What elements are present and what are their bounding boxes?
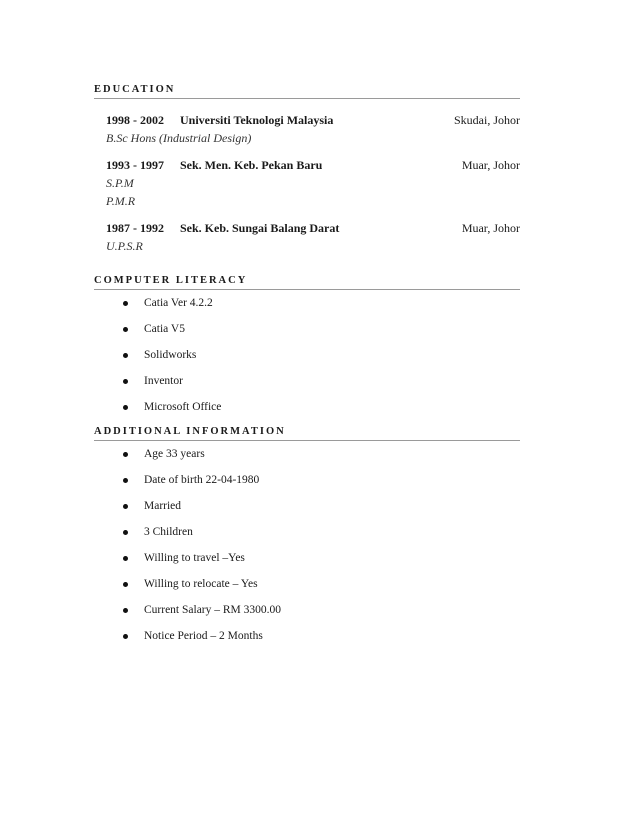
- bullet-icon: [123, 452, 128, 457]
- list-item: Solidworks: [123, 348, 520, 362]
- bullet-icon: [123, 608, 128, 613]
- education-school: Sek. Men. Keb. Pekan Baru: [180, 158, 323, 172]
- bullet-icon: [123, 353, 128, 358]
- education-detail: U.P.S.R: [106, 239, 143, 253]
- list-item: Notice Period – 2 Months: [123, 629, 520, 643]
- additional-information-section: [94, 426, 520, 643]
- education-detail: P.M.R: [106, 194, 136, 208]
- education-detail: B.Sc Hons (Industrial Design): [106, 131, 252, 145]
- education-years: 1987 - 1992: [106, 221, 164, 235]
- education-location: Muar, Johor: [461, 158, 520, 172]
- list-item: 3 Children: [123, 525, 520, 539]
- education-school: Universiti Teknologi Malaysia: [180, 113, 334, 127]
- bullet-icon: [123, 530, 128, 535]
- education-heading: EDUCATION: [94, 84, 520, 99]
- education-entry: [94, 111, 520, 147]
- list-item: Age 33 years: [123, 447, 520, 461]
- bullet-icon: [123, 405, 128, 410]
- list-item: Date of birth 22-04-1980: [123, 473, 520, 487]
- education-location: Skudai, Johor: [454, 113, 520, 127]
- list-item: Microsoft Office: [123, 400, 520, 414]
- list-item: Willing to relocate – Yes: [123, 577, 520, 591]
- list-item: Catia V5: [123, 322, 520, 336]
- education-years: 1998 - 2002: [106, 113, 164, 127]
- education-entry: [94, 219, 520, 255]
- computer-literacy-list: [94, 296, 520, 414]
- bullet-icon: [123, 504, 128, 509]
- education-entry: [94, 156, 520, 210]
- bullet-icon: [123, 582, 128, 587]
- resume-page: [94, 84, 520, 655]
- bullet-icon: [123, 301, 128, 306]
- additional-information-list: [94, 447, 520, 643]
- list-item: Catia Ver 4.2.2: [123, 296, 520, 310]
- education-detail: S.P.M: [106, 176, 134, 190]
- computer-literacy-heading: COMPUTER LITERACY: [94, 275, 520, 290]
- bullet-icon: [123, 478, 128, 483]
- list-item: Current Salary – RM 3300.00: [123, 603, 520, 617]
- bullet-icon: [123, 634, 128, 639]
- bullet-icon: [123, 327, 128, 332]
- education-years: 1993 - 1997: [106, 158, 164, 172]
- education-section: [94, 84, 520, 275]
- additional-information-heading: ADDITIONAL INFORMATION: [94, 426, 520, 441]
- computer-literacy-section: [94, 275, 520, 414]
- list-item: Willing to travel –Yes: [123, 551, 520, 565]
- education-location: Muar, Johor: [461, 221, 520, 235]
- bullet-icon: [123, 556, 128, 561]
- list-item: Married: [123, 499, 520, 513]
- bullet-icon: [123, 379, 128, 384]
- education-school: Sek. Keb. Sungai Balang Darat: [180, 221, 340, 235]
- list-item: Inventor: [123, 374, 520, 388]
